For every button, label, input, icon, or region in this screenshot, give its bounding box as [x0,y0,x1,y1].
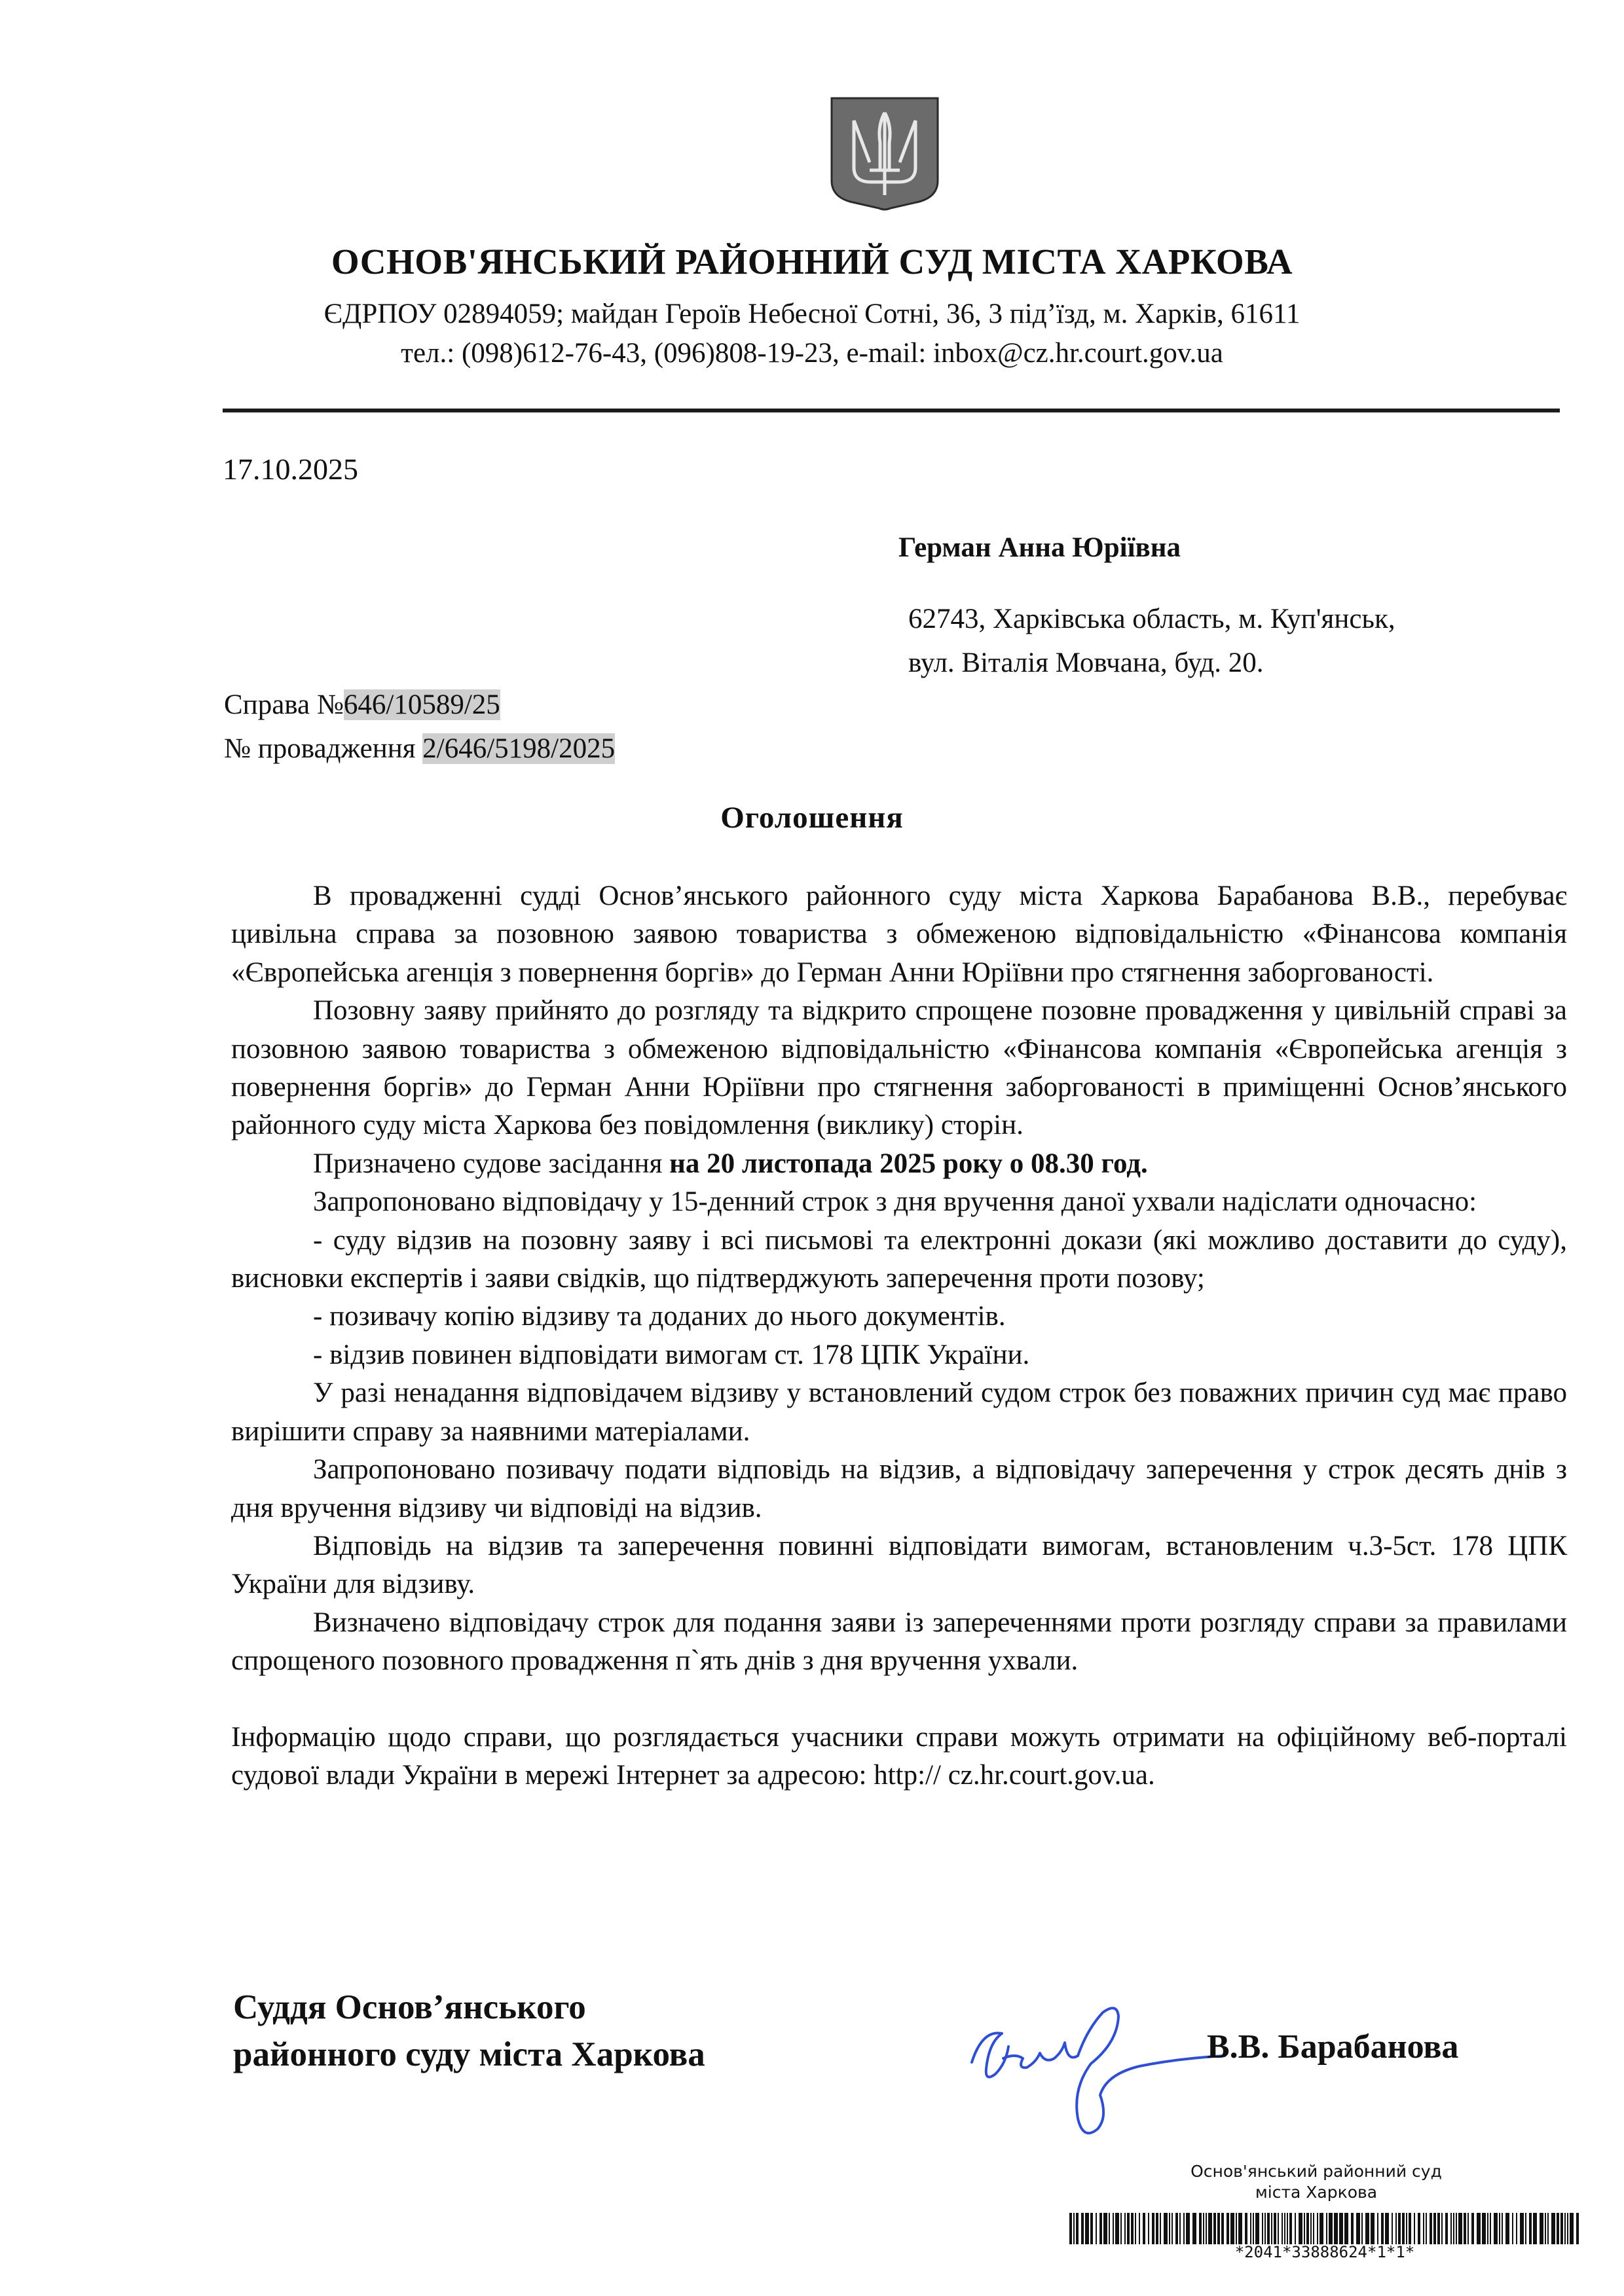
barcode-bar [1365,2213,1369,2244]
barcode-bar [1494,2213,1498,2244]
barcode-bar [1221,2213,1224,2244]
barcode-bar [1274,2213,1276,2244]
barcode-bar [1284,2213,1285,2244]
barcode-bar [1414,2213,1415,2244]
barcode-bar [1313,2213,1314,2244]
barcode-bar [1516,2213,1517,2244]
barcode-bar [1179,2213,1181,2244]
proceeding-number: 2/646/5198/2025 [422,733,616,764]
body-paragraph-10: Відповідь на відзив та заперечення повинні відповідати вимогам, встановленим ч.3-5ст. 178 ЦПК України для відзиву. [231,1530,1567,1600]
barcode-bar [1564,2213,1566,2244]
barcode-bar [1371,2213,1375,2244]
barcode-bar [1127,2213,1130,2244]
barcode-bar [1152,2213,1154,2244]
proceeding-line [224,727,615,771]
hearing-suffix: . [1141,1148,1148,1179]
stamp-line2: міста Харкова [1255,2183,1378,2202]
judge-title-line1: Суддя Основ’янського [233,1988,586,2026]
barcode-bar [1450,2213,1452,2244]
barcode-bar [1295,2213,1296,2244]
barcode-bar [1183,2213,1185,2244]
body-paragraph-1: В провадженні судді Основ’янського районного суду міста Харкова Барабанова В.В., перебуває цивільна справа за позовною заявою товариства з обмеженою відповідальністю «Фінансова компанія «Європейська агенція з повернення боргів» до Герман Анни Юріївни про стягнення заборгованості. [231,881,1567,988]
barcode-bar [1344,2213,1348,2244]
case-label: Справа № [224,689,344,720]
barcode-bar [1099,2213,1102,2244]
barcode-bar [1433,2213,1436,2244]
barcode-bar [1227,2213,1229,2244]
barcode-bar [1490,2213,1491,2244]
barcode-bar [1576,2213,1579,2244]
body-paragraph-6: - позивачу копію відзиву та доданих до нього документів. [313,1301,1006,1332]
barcode-bar [1236,2213,1237,2244]
recipient-address-line2: вул. Віталія Мовчана, буд. 20. [908,647,1264,678]
barcode-bar [1213,2213,1216,2244]
barcode-bar [1073,2213,1075,2244]
barcode-bar [1502,2213,1503,2244]
barcode-bar [1156,2213,1158,2244]
barcode-bar [1217,2213,1220,2244]
barcode-bar [1245,2213,1247,2244]
barcode-bar [1545,2213,1546,2244]
body-paragraph-11: Визначено відповідачу строк для подання заяви із запереченнями проти розгляду справи за правилами спрощеного позовного провадження п`ять днів з дня вручення ухвали. [231,1607,1567,1677]
body-paragraph-4: Запропоновано відповідачу у 15-денний строк з дня вручення даної ухвали надіслати одночасно: [313,1186,1477,1218]
barcode [1069,2213,1580,2244]
barcode-bar [1175,2213,1178,2244]
court-contacts-line: тел.: (098)612-76-43, (096)808-19-23, e-mail: inbox@cz.hr.court.gov.ua [401,338,1223,369]
barcode-bar [1103,2213,1107,2244]
barcode-bar [1120,2213,1122,2244]
announcement-body [231,877,1567,1795]
hearing-date: на 20 листопада 2025 року о 08.30 год [669,1148,1141,1179]
judge-title-line2: районного суду міста Харкова [233,2035,705,2073]
barcode-bar [1253,2213,1254,2244]
barcode-bar [1310,2213,1312,2244]
barcode-bar [1520,2213,1524,2244]
barcode-bar [1135,2213,1136,2244]
barcode-bar [1306,2213,1309,2244]
announcement-title: Оголошення [720,801,904,835]
barcode-bar [1160,2213,1161,2244]
barcode-bar [1299,2213,1302,2244]
barcode-bar [1113,2213,1114,2244]
barcode-bar [1329,2213,1333,2244]
barcode-bar [1482,2213,1486,2244]
barcode-bar [1199,2213,1202,2244]
barcode-bar [1471,2213,1474,2244]
barcode-bar [1278,2213,1279,2244]
barcode-bar [1289,2213,1292,2244]
court-details-line: ЄДРПОУ 02894059; майдан Героїв Небесної Сотні, 36, 3 під’їзд, м. Харків, 61611 [323,299,1301,329]
case-line [224,683,615,727]
document-date: 17.10.2025 [223,452,358,486]
barcode-bar [1567,2213,1568,2244]
barcode-bar [1398,2213,1401,2244]
barcode-bar [1169,2213,1170,2244]
barcode-bar [1334,2213,1338,2244]
body-paragraph-9: Запропоновано позивачу подати відповідь на відзив, а відповідачу заперечення у строк десять днів з дня вручення відзиву чи відповіді на відзив. [231,1454,1567,1523]
barcode-bar [1512,2213,1513,2244]
barcode-bar [1203,2213,1204,2244]
info-paragraph: Інформацію щодо справи, що розглядається учасники справи можуть отримати на офіційному веб-порталі судової влади України в мережі Інтернет за адресою: http:// cz.hr.court.gov.ua. [231,1721,1567,1791]
judge-title [233,1984,705,2078]
barcode-bar [1085,2213,1089,2244]
barcode-bar [1525,2213,1526,2244]
barcode-bar [1351,2213,1354,2244]
barcode-bar [1069,2213,1072,2244]
barcode-bar [1208,2213,1212,2244]
recipient-name: Герман Анна Юріївна [898,532,1181,563]
barcode-bar [1124,2213,1126,2244]
barcode-bar [1264,2213,1266,2244]
barcode-bar [1430,2213,1432,2244]
barcode-bar [1320,2213,1323,2244]
barcode-bar [1172,2213,1173,2244]
barcode-bar [1402,2213,1405,2244]
barcode-bar [1560,2213,1563,2244]
barcode-bar [1096,2213,1097,2244]
case-block [224,683,615,771]
body-paragraph-5: - суду відзив на позовну заяву і всі письмові та електронні докази (які можливо доставити до суду), висновки експертів і заяви свідків, що підтверджують заперечення проти позову; [231,1224,1567,1294]
barcode-bar [1456,2213,1457,2244]
barcode-bar [1361,2213,1363,2244]
barcode-bar [1255,2213,1259,2244]
barcode-bar [1557,2213,1559,2244]
barcode-bar [1230,2213,1234,2244]
header-divider [223,409,1560,412]
barcode-bar [1326,2213,1327,2244]
case-number: 646/10589/25 [343,689,500,720]
barcode-bar [1139,2213,1140,2244]
barcode-bar [1505,2213,1509,2244]
barcode-bar [1445,2213,1448,2244]
barcode-bar [1547,2213,1549,2244]
barcode-bar [1437,2213,1440,2244]
body-paragraph-7: - відзив повинен відповідати вимогам ст. 178 ЦПК України. [313,1339,1030,1370]
barcode-bar [1487,2213,1488,2244]
barcode-bar [1458,2213,1462,2244]
barcode-bar [1392,2213,1393,2244]
handwritten-signature [963,1990,1238,2147]
barcode-bar [1317,2213,1318,2244]
barcode-bar [1262,2213,1263,2244]
barcode-bar [1081,2213,1084,2244]
barcode-bar [1533,2213,1537,2244]
barcode-bar [1287,2213,1288,2244]
barcode-bar [1109,2213,1110,2244]
recipient-address [908,597,1395,685]
barcode-bar [1381,2213,1384,2244]
barcode-bar [1406,2213,1407,2244]
barcode-bar [1464,2213,1466,2244]
judge-name: В.В. Барабанова [1207,2028,1459,2066]
barcode-bar [1090,2213,1093,2244]
barcode-bar [1238,2213,1242,2244]
proceeding-label: № провадження [224,733,423,764]
stamp-line1: Основ'янський районний суд [1190,2162,1442,2181]
barcode-bar [1467,2213,1469,2244]
barcode-bar [1441,2213,1443,2244]
barcode-bar [1409,2213,1411,2244]
barcode-bar [1131,2213,1134,2244]
barcode-bar [1453,2213,1454,2244]
barcode-bar [1271,2213,1272,2244]
barcode-bar [1267,2213,1270,2244]
barcode-bar [1186,2213,1190,2244]
barcode-bar [1250,2213,1251,2244]
hearing-prefix: Призначено судове засідання [313,1148,670,1179]
barcode-bar [1423,2213,1424,2244]
barcode-bar [1499,2213,1500,2244]
barcode-bar [1164,2213,1168,2244]
barcode-number: *2041*33888624*1*1* [1234,2243,1415,2261]
barcode-bar [1115,2213,1119,2244]
barcode-bar [1418,2213,1420,2244]
court-name: ОСНОВ'ЯНСЬКИЙ РАЙОННИЙ СУД МІСТА ХАРКОВА [331,242,1293,282]
recipient-address-line1: 62743, Харківська область, м. Куп'янськ, [908,604,1395,634]
coat-of-arms-icon [830,97,939,211]
barcode-bar [1192,2213,1196,2244]
barcode-bar [1551,2213,1555,2244]
barcode-bar [1356,2213,1360,2244]
barcode-bar [1377,2213,1378,2244]
barcode-bar [1570,2213,1574,2244]
barcode-bar [1529,2213,1532,2244]
barcode-bar [1426,2213,1427,2244]
barcode-bar [1076,2213,1079,2244]
barcode-bar [1385,2213,1389,2244]
body-paragraph-3 [231,1145,1567,1183]
barcode-bar [1339,2213,1343,2244]
barcode-bar [1540,2213,1543,2244]
barcode-bar [1304,2213,1305,2244]
barcode-bar [1282,2213,1283,2244]
barcode-bar [1477,2213,1481,2244]
barcode-bar [1148,2213,1149,2244]
barcode-bar [1395,2213,1397,2244]
barcode-bar [1143,2213,1145,2244]
body-paragraph-2: Позовну заяву прийнято до розгляду та відкрито спрощене позовне провадження у цивільній справі за позовною заявою товариства з обмеженою відповідальністю «Фінансова компанія «Європейська агенція з повернення боргів» до Герман Анни Юріївни про стягнення заборгованості в приміщенні Основ’янського районного суду міста Харкова без повідомлення (виклику) сторін. [231,995,1567,1141]
barcode-bar [1206,2213,1207,2244]
body-paragraph-8: У разі ненадання відповідачем відзиву у встановлений судом строк без поважних причин суд має право вирішити справу за наявними матеріалами. [231,1377,1567,1447]
